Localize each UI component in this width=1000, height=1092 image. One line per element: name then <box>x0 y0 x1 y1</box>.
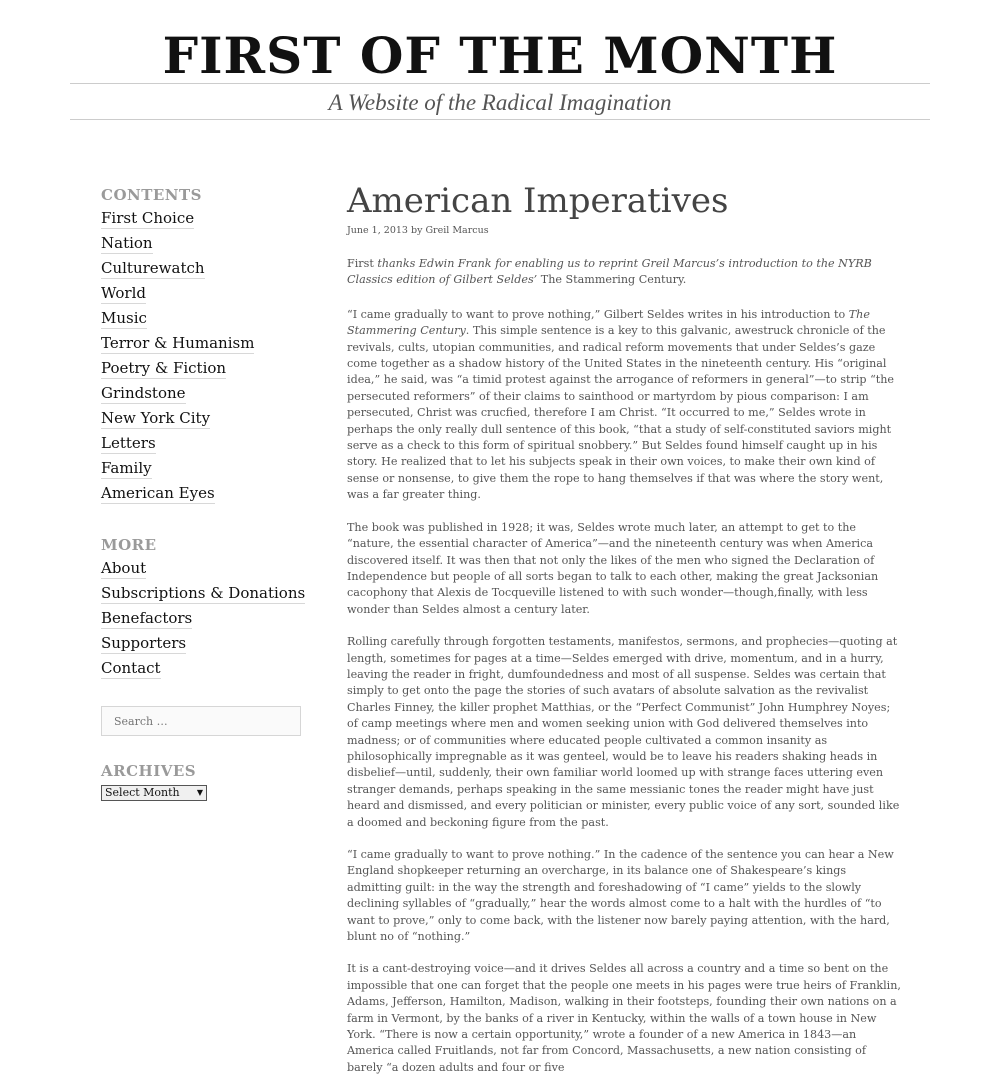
archives-heading: ARCHIVES <box>101 762 197 780</box>
contents-heading: CONTENTS <box>101 186 203 204</box>
search-box <box>101 706 301 736</box>
dropdown-arrow-icon: ▼ <box>196 788 203 797</box>
menu-item-first-choice[interactable]: First Choice <box>101 209 195 227</box>
intro-italic: thanks Edwin Frank for enabling us to reprint Greil Marcus’s introduction to the NYRB Classics edition of Gilbert Seldes’ <box>347 257 872 287</box>
post-author[interactable]: Greil Marcus <box>425 225 489 236</box>
menu-item-letters[interactable]: Letters <box>101 434 156 452</box>
header-rule-bottom <box>70 119 930 120</box>
post-meta <box>347 224 903 238</box>
menu-item-family[interactable]: Family <box>101 459 152 477</box>
post-article <box>347 178 903 1076</box>
paragraph-3: Rolling carefully through forgotten testaments, manifestos, sermons, and prophecies—quoting at length, sometimes for pages at a time—Seldes emerged with drive, momentum, and in a hurry, leaving the reader in fright, dumfoundedness and most of all suspense. Seldes was certain that simply to get onto the page the stories of such avatars of absolute salvation as the revivalist Charles Finney, the killer prophet Matthias, or the “Perfect Communist” John Humphrey Noyes; of camp meetings where men and women seeking union with God delivered themselves into madness; or of communities where educated people cultivated a common insanity as philosophically impregnable as it was genteel, would be to leave his readers shaking heads in disbelief—until, suddenly, their own familiar world loomed up with strange faces uttering even stranger demands, perhaps speaking in the same messianic tones the reader might have just heard and dismissed, and every politician or minister, every public voice of any sort, sounded like a doomed and beckoning figure from the past. <box>347 635 900 829</box>
intro-tail: The Stammering Century. <box>540 273 687 287</box>
menu-item-american-eyes[interactable]: American Eyes <box>101 484 215 502</box>
menu-item-about[interactable]: About <box>101 559 147 577</box>
search-input[interactable] <box>114 707 294 735</box>
site-title[interactable]: FIRST OF THE MONTH <box>162 26 838 85</box>
post-intro <box>347 256 903 289</box>
intro-lead: First <box>347 257 374 270</box>
menu-item-terror-humanism[interactable]: Terror & Humanism <box>101 334 255 352</box>
site-tagline: A Website of the Radical Imagination <box>328 90 672 115</box>
header-rule-top <box>70 83 930 84</box>
archives-select-value: Select Month <box>105 786 180 799</box>
menu-item-new-york-city[interactable]: New York City <box>101 409 211 427</box>
more-menu <box>101 558 306 683</box>
menu-item-contact[interactable]: Contact <box>101 659 161 677</box>
paragraph-1 <box>347 307 903 504</box>
post-title: American Imperatives <box>347 181 729 221</box>
post-date[interactable]: June 1, 2013 <box>347 225 408 236</box>
menu-item-world[interactable]: World <box>101 284 146 302</box>
p1-rest: . This simple sentence is a key to this galvanic, awestruck chronicle of the revivals, cults, utopian communities, and radical reform movements that under Seldes’s gaze come together as a shadow history of the United States in the nineteenth century. His “original idea,” he said, was “a timid protest against the arrogance of reformers in general”—to strip “the persecuted reformers” of their claims to sainthood or martyrdom by pious comparison: I am persecuted, Christ was crucfied, therefore I am Christ. “It occurred to me,” Seldes wrote in perhaps the only really dull sentence of this book, “that a study of self-constituted saviors might serve as a check to this form of spiritual snobbery.” But Seldes found himself caught up in his story. He realized that to let his subjects speak in their own voices, to make their own kind of sense or nonsense, to give them the rope to hang themselves if that was where the story went, was a far greater thing. <box>347 324 895 502</box>
menu-item-benefactors[interactable]: Benefactors <box>101 609 193 627</box>
menu-item-supporters[interactable]: Supporters <box>101 634 187 652</box>
menu-item-nation[interactable]: Nation <box>101 234 153 252</box>
menu-item-music[interactable]: Music <box>101 309 147 327</box>
archives-select[interactable] <box>101 785 207 801</box>
post-by: by <box>410 225 423 236</box>
more-heading: MORE <box>101 536 157 554</box>
p1-book-title: The Stammering Century <box>347 307 870 338</box>
menu-item-grindstone[interactable]: Grindstone <box>101 384 186 402</box>
paragraph-5: It is a cant-destroying voice—and it drives Seldes all across a country and a time so bent on the impossible that one can forget that the people one meets in his pages were true heirs of Franklin, Adams, Jefferson, Hamilton, Madison, walking in their footsteps, founding their own nations on a farm in Vermont, by the banks of a river in Kentucky, within the walls of a town house in New York. “There is now a certain opportunity,” wrote a founder of a new America in 1843—an America called Fruitlands, not far from Concord, Massachusetts, a new nation consisting of barely “a dozen adults and four or five <box>347 962 901 1074</box>
contents-menu <box>101 208 301 508</box>
menu-item-poetry-fiction[interactable]: Poetry & Fiction <box>101 359 227 377</box>
p1-start: “I came gradually to want to prove nothing,” Gilbert Seldes writes in his introduction to <box>347 307 846 321</box>
sidebar <box>101 184 306 799</box>
paragraph-4: “I came gradually to want to prove nothing.” In the cadence of the sentence you can hear a New England shopkeeper returning an overcharge, in its balance one of Shakespeare’s kings admitting guilt: in the way the strength and foreshadowing of “I came” yields to the slowly declining syllables of “gradually,” hear the words almost come to a halt with the hurdles of “to want to prove,” only to come back, with the listener now barely paying attention, with the hard, blunt no of “nothing.” <box>347 848 894 944</box>
paragraph-2: The book was published in 1928; it was, Seldes wrote much later, an attempt to get to the “nature, the essential character of America”—and the nineteenth century was when America discovered itself. It was then that not only the likes of the men who signed the Declaration of Independence but people of all sorts began to talk to each other, making the great Jacksonian cacophony that Alexis de Tocqueville listened to with such wonder—though,finally, with less wonder than Seldes almost a century later. <box>347 520 879 616</box>
main-content <box>347 178 903 1092</box>
menu-item-culturewatch[interactable]: Culturewatch <box>101 259 205 277</box>
post-body <box>347 256 903 1076</box>
menu-item-subscriptions-donations[interactable]: Subscriptions & Donations <box>101 584 306 602</box>
